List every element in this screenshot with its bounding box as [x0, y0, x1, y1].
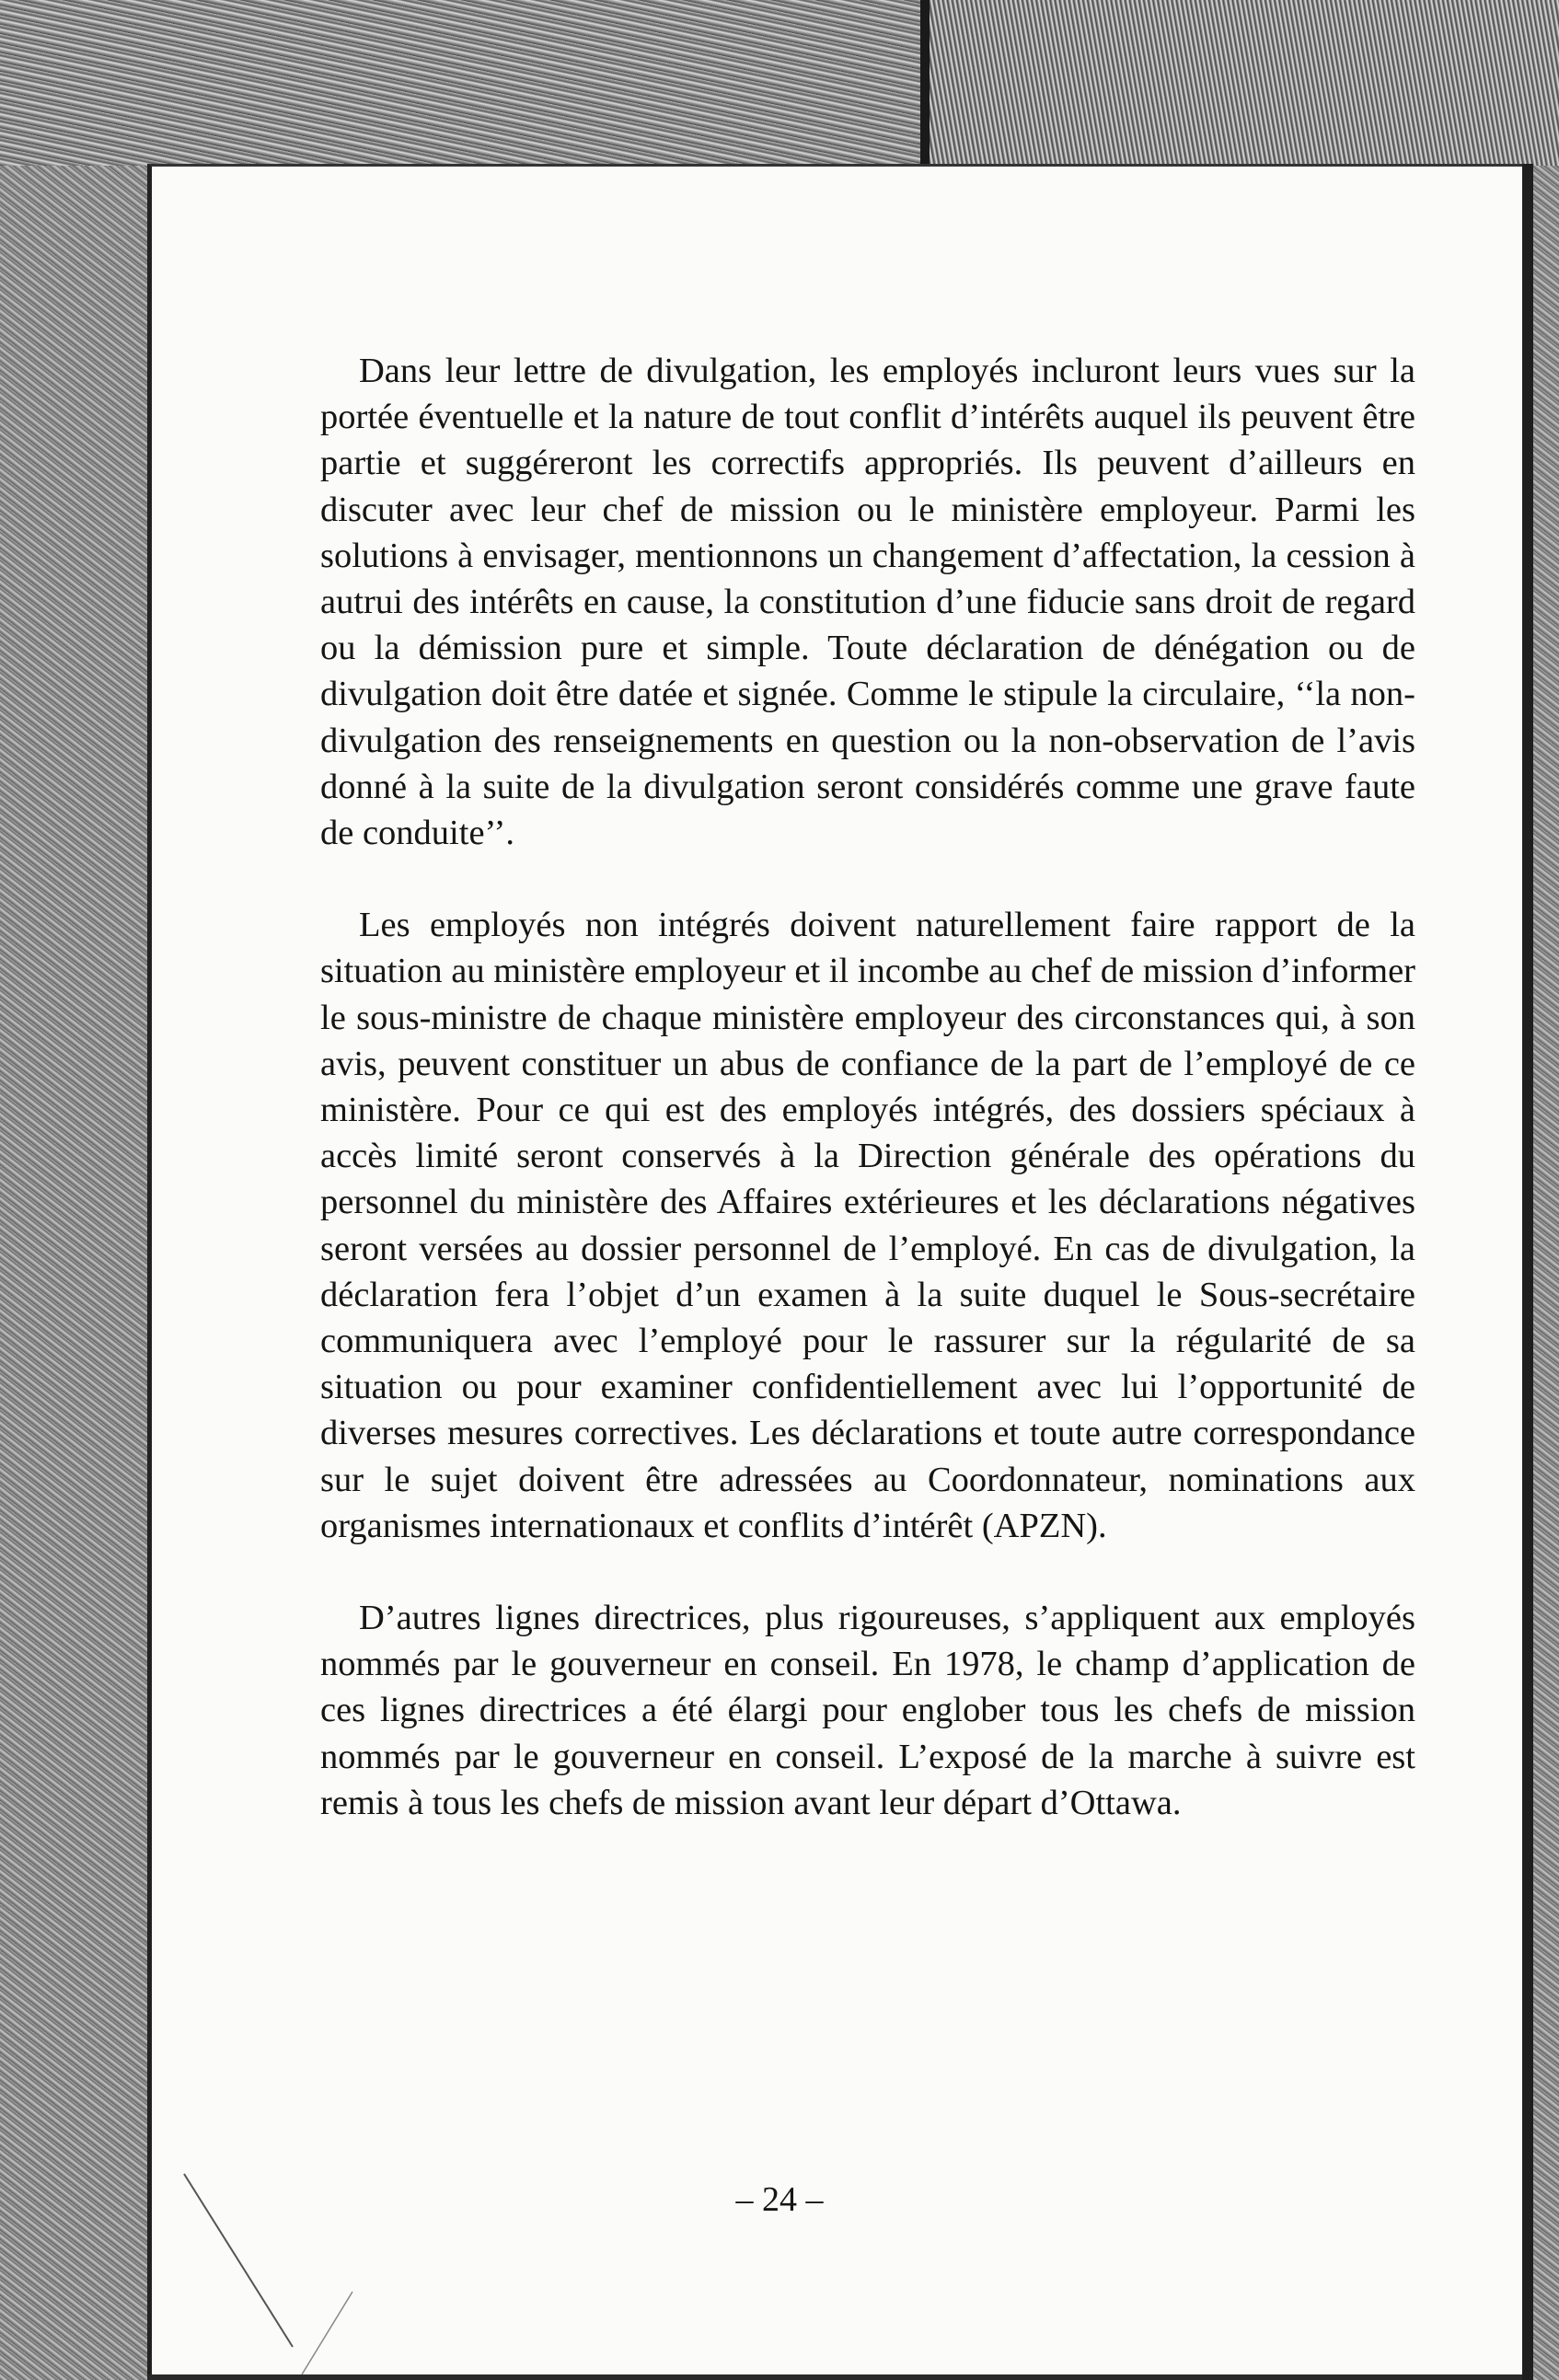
- page-right-edge: [1522, 164, 1533, 2380]
- document-body: [320, 348, 1415, 1872]
- paragraph-1: Dans leur lettre de divulgation, les employés incluront leurs vues sur la portée éventuelle et la nature de tout conflit d’intérêts auquel ils peuvent être partie et suggéreront les correctifs appropriés. Ils peuvent d’ailleurs en discuter avec leur chef de mission ou le ministère employeur. Parmi les solutions à envisager, mentionnons un changement d’affectation, la cession à autrui des intérêts en cause, la constitution d’une fiducie sans droit de regard ou la démission pure et simple. Toute déclaration de dénégation ou de divulgation doit être datée et signée. Comme le stipule la circulaire, ‘‘la non-divulgation des renseignements en question ou la non-observation de l’avis donné à la suite de la divulgation seront considérés comme une grave faute de conduite’’.: [320, 352, 1415, 853]
- pencil-scratch-mark: [182, 2172, 366, 2380]
- paragraph-3: D’autres lignes directrices, plus rigoureuses, s’appliquent aux employés nommés par le gouverneur en conseil. En 1978, le champ d’application de ces lignes directrices a été élargi pour englober tous les chefs de mission nommés par le gouverneur en conseil. L’exposé de la marche à suivre est remis à tous les chefs de mission avant leur départ d’Ottawa.: [320, 1599, 1415, 1822]
- paragraph-2: Les employés non intégrés doivent naturellement faire rapport de la situation au ministère employeur et il incombe au chef de mission d’informer le sous-ministre de chaque ministère employeur des circonstances qui, à son avis, peuvent constituer un abus de confiance de la part de l’employé de ce ministère. Pour ce qui est des employés intégrés, des dossiers spéciaux à accès limité seront conservés à la Direction générale des opérations du personnel du ministère des Affaires extérieures et les déclarations négatives seront versées au dossier personnel de l’employé. En cas de divulgation, la déclaration fera l’objet d’un examen à la suite duquel le Sous-secrétaire communiquera avec l’employé pour le rassurer sur la régularité de sa situation ou pour examiner confidentiellement avec lui l’opportunité de diverses mesures correctives. Les déclarations et toute autre correspondance sur le sujet doivent être adressées au Coordonnateur, nominations aux organismes internationaux et conflits d’intérêt (APZN).: [320, 906, 1415, 1545]
- page-number: – 24 –: [735, 2180, 824, 2219]
- scan-background-top-right: [920, 0, 1559, 166]
- binder-strip: [920, 0, 930, 166]
